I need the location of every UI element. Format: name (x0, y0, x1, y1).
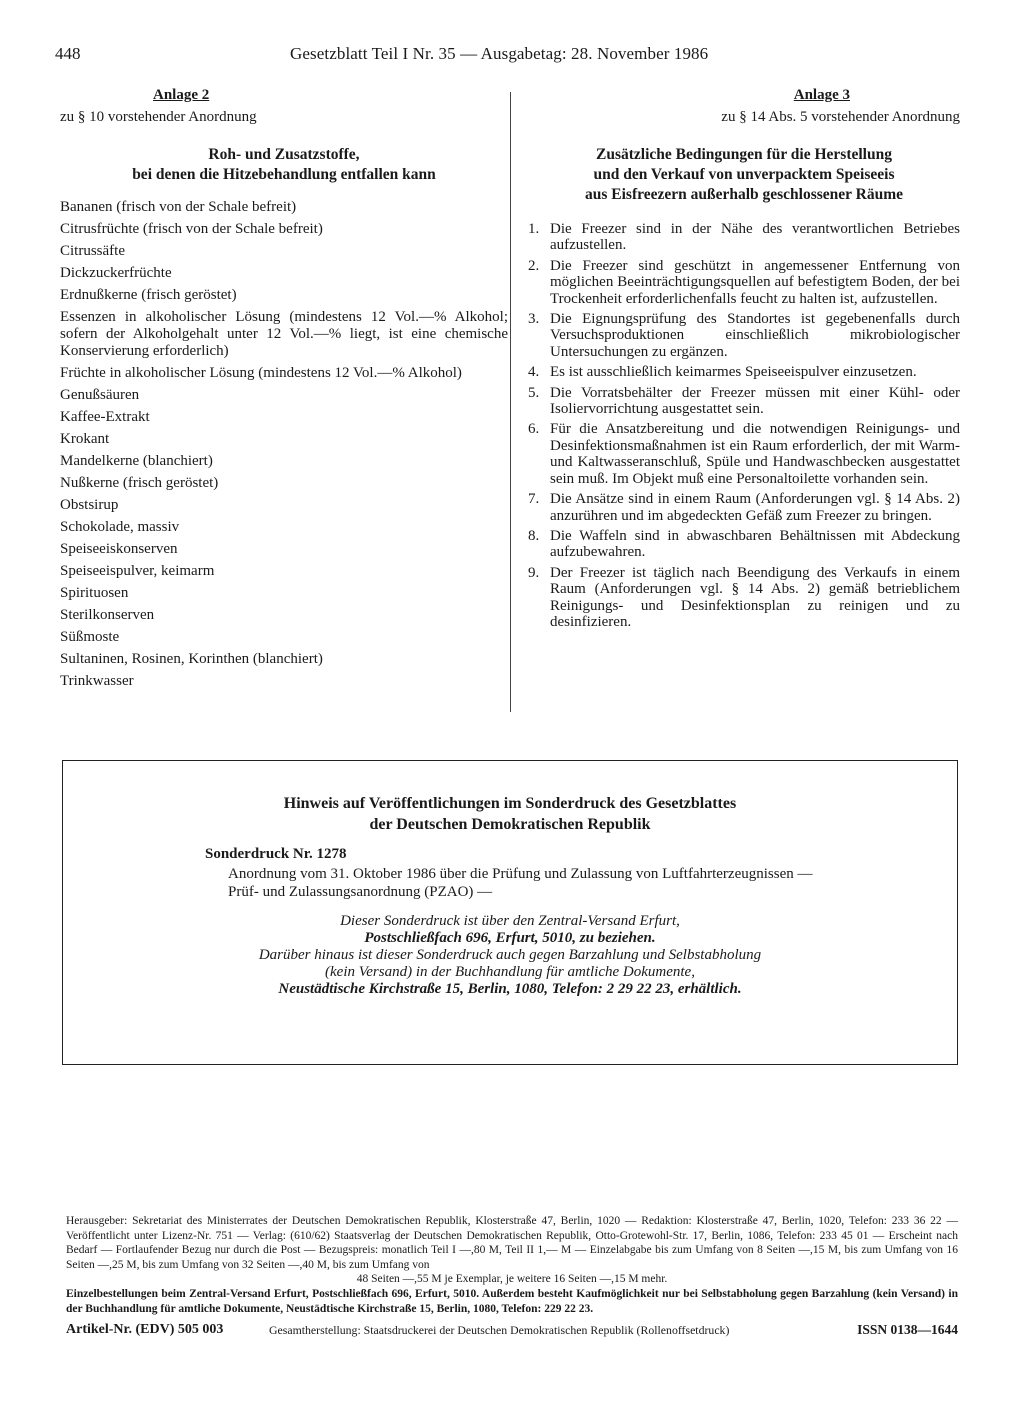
ordering-info (63, 913, 957, 998)
list-item: Nußkerne (frisch geröstet) (60, 475, 219, 491)
notice-title-line: Hinweis auf Veröffentlichungen im Sonderdruck des Gesetzblattes (283, 795, 737, 812)
numbered-item (528, 491, 960, 524)
heading-line: und den Verkauf von unverpacktem Speiseeis (593, 166, 895, 183)
numbered-item (528, 421, 960, 487)
sonderdruck-text: Anordnung vom 31. Oktober 1986 über die Prüfung und Zulassung von Luftfahrterzeugnissen — Prüf- und Zulassungsanordnung (PZAO) — (228, 866, 813, 900)
list-item: Speiseeiskonserven (60, 541, 178, 557)
list-item: Mandelkerne (blanchiert) (60, 453, 213, 469)
ordering-line: Dieser Sonderdruck ist über den Zentral-Versand Erfurt, (340, 913, 680, 929)
ordering-line: Postschließfach 696, Erfurt, 5010, zu beziehen. (364, 930, 656, 946)
list-item: Obstsirup (60, 497, 119, 513)
conditions-list (528, 221, 960, 630)
item-number: 2. (528, 257, 540, 274)
item-text: Für die Ansatzbereitung und die notwendigen Reinigungs- und Desinfektionsmaßnahmen ist ein Raum erforderlich, der mit Warm- und Kaltwasseranschluß, Spüle und Handwaschbecken ausgestattet sein muß. Im Objekt muß eine Personaltoilette vorhanden sein. (550, 421, 960, 487)
heading-line: bei denen die Hitzebehandlung entfallen kann (132, 166, 436, 183)
anlage-2-title: Anlage 2 (153, 87, 210, 103)
ordering-line: Darüber hinaus ist dieser Sonderdruck auch gegen Barzahlung und Selbstabholung (258, 947, 762, 963)
list-item: Krokant (60, 431, 110, 447)
list-item: Citrusfrüchte (frisch von der Schale befreit) (60, 221, 323, 237)
list-item: Süßmoste (60, 629, 120, 645)
item-text: Es ist ausschließlich keimarmes Speiseeispulver einzusetzen. (550, 364, 917, 381)
column-divider (510, 92, 511, 712)
item-number: 7. (528, 491, 540, 508)
page-number: 448 (55, 44, 81, 63)
heading-line: Zusätzliche Bedingungen für die Herstellung (596, 146, 892, 163)
notice-title-line: der Deutschen Demokratischen Republik (369, 816, 651, 833)
ordering-note: Einzelbestellungen beim Zentral-Versand Erfurt, Postschließfach 696, Erfurt, 5010. Außerdem besteht Kaufmöglichkeit nur bei Selbstabholung gegen Barzahlung (kein Versand) in der Buchhandlung für amtliche Dokumente, Neustädtische Kirchstraße 15, Berlin, 1080, Telefon: 229 22 23. (66, 1287, 958, 1315)
ingredient-list (60, 199, 508, 690)
list-item: Bananen (frisch von der Schale befreit) (60, 199, 297, 215)
numbered-item (528, 565, 960, 631)
list-item: Erdnußkerne (frisch geröstet) (60, 287, 237, 303)
notice-title (63, 793, 957, 835)
list-item: Citrussäfte (60, 243, 125, 259)
item-number: 1. (528, 221, 540, 237)
item-text: Die Waffeln sind in abwaschbaren Behältnissen mit Abdeckung aufzubewahren. (550, 527, 960, 561)
item-number: 9. (528, 564, 540, 581)
list-item: Essenzen in alkoholischer Lösung (mindestens 12 Vol.—% Alkohol; sofern der Alkoholgehalt unter 12 Vol.—% liegt, ist eine chemische Konservierung erforderlich) (60, 309, 508, 359)
item-text: Die Freezer sind geschützt in angemessener Entfernung von möglichen Beeinträchtigungsquellen auf befestigtem Boden, der bei Trockenheit erforderlichenfalls feucht zu halten ist, aufzustellen. (550, 257, 960, 307)
list-item: Schokolade, massiv (60, 519, 180, 535)
heading-line: aus Eisfreezern außerhalb geschlossener Räume (584, 186, 904, 203)
numbered-item (528, 258, 960, 307)
heading-line: Roh- und Zusatzstoffe, (208, 146, 360, 163)
item-number: 3. (528, 311, 540, 328)
notice-box (62, 760, 958, 1065)
imprint (66, 1214, 958, 1316)
ordering-line: Neustädtische Kirchstraße 15, Berlin, 1080, Telefon: 2 29 22 23, erhältlich. (278, 981, 742, 997)
list-item: Sterilkonserven (60, 607, 155, 623)
left-column (60, 86, 508, 695)
anlage-3-reference: zu § 14 Abs. 5 vorstehender Anordnung (721, 109, 960, 125)
item-number: 4. (528, 364, 540, 381)
list-item: Dickzuckerfrüchte (60, 265, 172, 281)
imprint-last-line: 48 Seiten —,55 M je Exemplar, je weitere 16 Seiten —,15 M mehr. (356, 1273, 668, 1286)
article-number: Artikel-Nr. (EDV) 505 003 (66, 1322, 224, 1337)
numbered-item (528, 311, 960, 360)
list-item: Spirituosen (60, 585, 129, 601)
list-item: Sultaninen, Rosinen, Korinthen (blanchiert) (60, 651, 323, 667)
numbered-item (528, 528, 960, 561)
anlage-3-heading (528, 145, 960, 205)
item-text: Die Ansätze sind in einem Raum (Anforderungen vgl. § 14 Abs. 2) anzurühren und im abgedeckten Gefäß zum Freezer zu bringen. (550, 491, 960, 524)
imprint-paragraph: Herausgeber: Sekretariat des Ministerrates der Deutschen Demokratischen Republik, Klosterstraße 47, Berlin, 1020 — Redaktion: Klosterstraße 47, Berlin, 1020, Telefon: 233 36 22 — Veröffentlicht unter Lizenz-Nr. 751 — Verlag: (610/62) Staatsverlag der Deutschen Demokratischen Republik, Otto-Grotewohl-Str. 17, Berlin, 1086, Telefon: 233 45 01 — Erscheint nach Bedarf — Fortlaufender Bezug nur durch die Post — Bezugspreis: monatlich Teil I —,80 M, Teil II 1,— M — Einzelabgabe bis zum Umfang von 8 Seiten —,15 M, bis zum Umfang von 16 Seiten —,25 M, bis zum Umfang von 32 Seiten —,40 M, bis zum Umfang von (66, 1215, 958, 1271)
item-number: 6. (528, 421, 540, 438)
ordering-line: (kein Versand) in der Buchhandlung für amtliche Dokumente, (325, 964, 695, 980)
printer-info: Gesamtherstellung: Staatsdruckerei der Deutschen Demokratischen Republik (Rollenoffsetdruck) (269, 1323, 730, 1337)
anlage-3-title: Anlage 3 (793, 87, 850, 103)
item-number: 5. (528, 384, 540, 401)
item-text: Die Eignungsprüfung des Standortes ist gegebenenfalls durch Versuchsproduktionen einschließlich mikrobiologischer Untersuchungen zu ergänzen. (550, 311, 960, 360)
running-header: Gesetzblatt Teil I Nr. 35 — Ausgabetag: 28. November 1986 (290, 44, 709, 63)
item-text: Die Freezer sind in der Nähe des verantwortlichen Betriebes aufzustellen. (550, 221, 960, 254)
anlage-2-heading (60, 145, 508, 185)
item-text: Die Vorratsbehälter der Freezer müssen mit einer Kühl- oder Isoliervorrichtung ausgestattet sein. (550, 384, 960, 418)
numbered-item (528, 385, 960, 418)
list-item: Genußsäuren (60, 387, 140, 403)
item-text: Der Freezer ist täglich nach Beendigung des Verkaufs in einem Raum (Anforderungen vgl. § 14 Abs. 2) gemäß betrieblichem Reinigungs- und Desinfektionsplan zu reinigen und zu desinfizieren. (550, 564, 960, 630)
numbered-item (528, 364, 960, 380)
item-number: 8. (528, 527, 540, 544)
right-column (528, 86, 960, 634)
numbered-item (528, 221, 960, 254)
list-item: Kaffee-Extrakt (60, 409, 150, 425)
list-item: Früchte in alkoholischer Lösung (mindestens 12 Vol.—% Alkohol) (60, 365, 462, 381)
anlage-2-reference: zu § 10 vorstehender Anordnung (60, 109, 257, 125)
sonderdruck-label: Sonderdruck Nr. 1278 (205, 846, 347, 862)
issn: ISSN 0138—1644 (857, 1322, 958, 1337)
list-item: Speiseeispulver, keimarm (60, 563, 215, 579)
list-item: Trinkwasser (60, 673, 134, 689)
